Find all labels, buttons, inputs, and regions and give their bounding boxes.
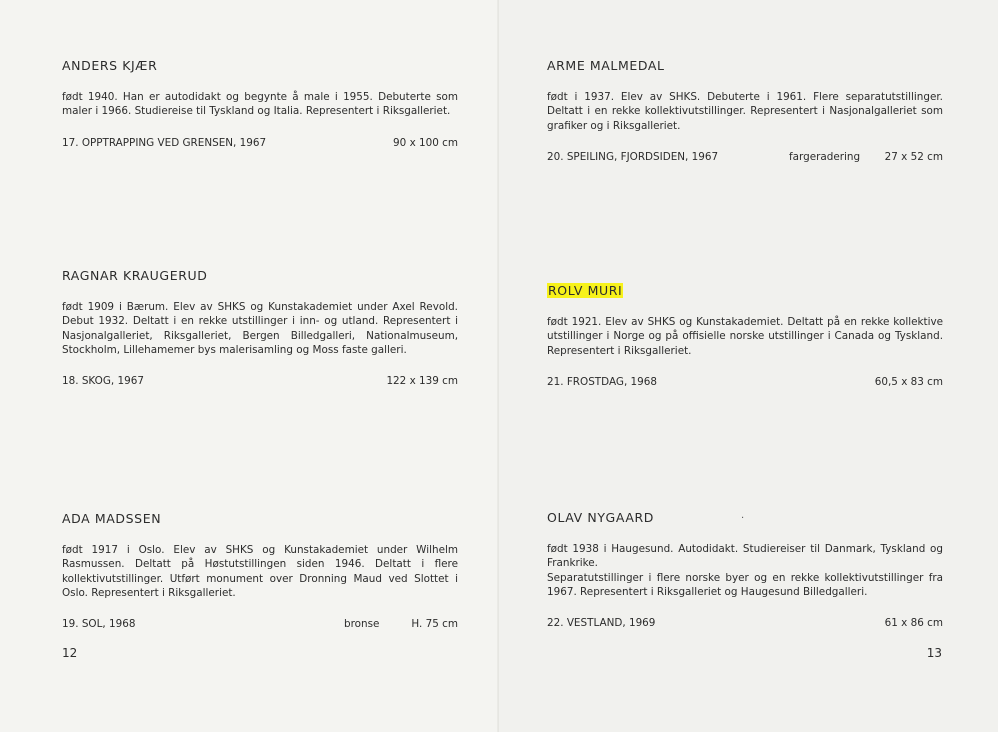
work-dimensions: 27 x 52 cm (884, 150, 943, 163)
bio-paragraph: Separatutstillinger i flere norske byer og en rekke kollektivutstillinger fra 1967. Representert i Riksgalleriet og Haugesund Billedgalleri. (547, 571, 943, 598)
catalog-entry (62, 511, 458, 631)
catalog-entry (547, 283, 943, 389)
bio-paragraph: født 1938 i Haugesund. Autodidakt. Studiereiser til Danmark, Tyskland og Frankrike. (547, 543, 943, 570)
bio-paragraph: født 1917 i Oslo. Elev av SHKS og Kunstakademiet under Wilhelm Rasmussen. Deltatt på Høstutstillingen siden 1946. Deltatt i flere kollektivutstillinger. Utført monument over Dronning Maud ved Slottet i Oslo. Representert i Riksgalleriet. (62, 544, 458, 599)
catalog-entry (62, 268, 458, 388)
catalog-entry (547, 510, 943, 630)
artist-bio (547, 315, 943, 358)
artist-name: ADA MADSSEN (62, 511, 162, 526)
work-title: 22. VESTLAND, 1969 (547, 617, 656, 630)
bio-paragraph: født i 1937. Elev av SHKS. Debuterte i 1961. Flere separatutstillinger. Deltatt i en rekke kollektivutstillinger. Representert i Nasjonalgalleriet som grafiker og i Riksgalleriet. (547, 91, 943, 132)
work-line (547, 616, 943, 630)
catalog-entry (547, 58, 943, 164)
artist-bio (62, 543, 458, 600)
work-title: 21. FROSTDAG, 1968 (547, 375, 657, 388)
work-line (62, 374, 458, 388)
artist-name: OLAV NYGAARD (547, 510, 654, 525)
page-number: 13 (926, 646, 942, 660)
catalog-entry (62, 58, 458, 150)
work-medium: bronse (344, 618, 380, 631)
work-medium: fargeradering (789, 150, 861, 163)
right-page (499, 0, 998, 732)
work-dimensions: 61 x 86 cm (884, 617, 943, 630)
work-line (62, 136, 458, 150)
artist-name (547, 283, 943, 299)
artist-bio (62, 300, 458, 357)
artist-name: RAGNAR KRAUGERUD (62, 268, 208, 283)
artist-bio (547, 90, 943, 133)
work-dimensions: 90 x 100 cm (393, 136, 458, 149)
work-title: 17. OPPTRAPPING VED GRENSEN, 1967 (62, 136, 267, 149)
page-number: 12 (62, 646, 78, 660)
work-title: 19. SOL, 1968 (62, 618, 136, 631)
work-line (547, 150, 943, 164)
artist-bio (547, 542, 943, 599)
print-speck: · (741, 513, 745, 524)
highlighted-artist-name: ROLV MURI (548, 283, 623, 298)
bio-paragraph: født 1940. Han er autodidakt og begynte å male i 1955. Debuterte som maler i 1966. Studiereise til Tyskland og Italia. Representert i Riksgalleriet. (62, 91, 458, 118)
artist-name: ANDERS KJÆR (62, 58, 158, 73)
work-dimensions: 60,5 x 83 cm (874, 375, 943, 388)
artist-name: ARME MALMEDAL (547, 58, 665, 73)
work-line (547, 375, 943, 389)
work-dimensions: 122 x 139 cm (386, 375, 458, 388)
work-title: 20. SPEILING, FJORDSIDEN, 1967 (547, 150, 719, 163)
work-dimensions: H. 75 cm (411, 618, 458, 631)
bio-paragraph: født 1909 i Bærum. Elev av SHKS og Kunstakademiet under Axel Revold. Debut 1932. Deltatt i en rekke utstillinger i inn- og utland. Representert i Nasjonalgalleriet, Riksgalleriet, Bergen Billedgalleri, Nationalmuseum, Stockholm, Lillehamemer bys malerisamling og Moss faste galleri. (62, 301, 458, 356)
bio-paragraph: født 1921. Elev av SHKS og Kunstakademiet. Deltatt på en rekke kollektive utstillinger i Norge og på offisielle norske utstillinger i Canada og Tyskland. Representert i Riksgalleriet. (547, 316, 943, 357)
artist-bio (62, 90, 458, 119)
work-line (62, 617, 458, 631)
work-title: 18. SKOG, 1967 (62, 375, 144, 388)
